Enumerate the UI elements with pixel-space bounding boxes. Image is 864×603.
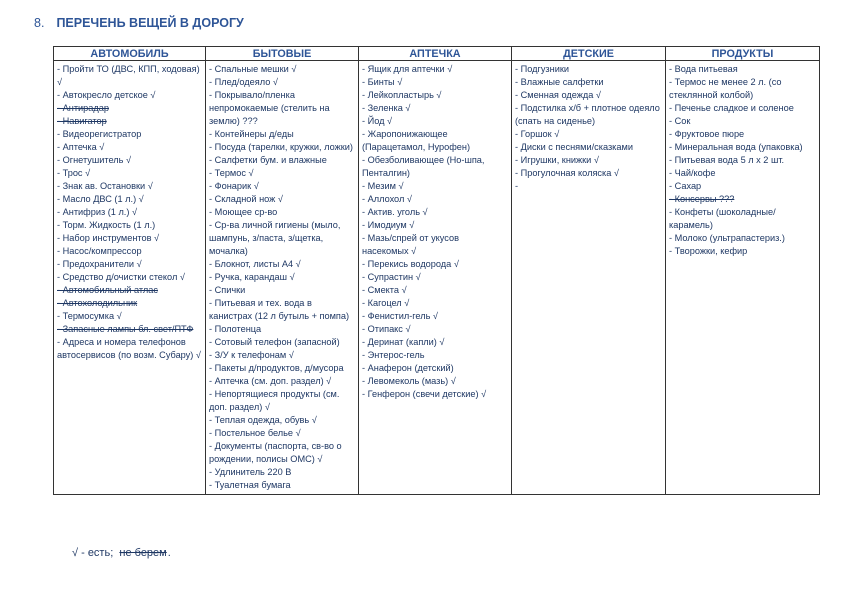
list-item: - Молоко (ультрапастериз.) bbox=[669, 233, 785, 243]
list-item: - Генферон (свечи детские) √ bbox=[362, 389, 487, 399]
list-item: - Диски с песнями/сказками bbox=[515, 142, 633, 152]
column-header-food: ПРОДУКТЫ bbox=[666, 47, 820, 61]
list-item: - Спальные мешки √ bbox=[209, 64, 297, 74]
list-item: - Чай/кофе bbox=[669, 168, 716, 178]
list-item: - Печенье сладкое и соленое bbox=[669, 103, 794, 113]
list-item: - Кагоцел √ bbox=[362, 298, 410, 308]
packing-list-table bbox=[53, 46, 820, 495]
list-item: - Термос не менее 2 л. (со стеклянной колбой) bbox=[669, 77, 782, 100]
column-first-aid bbox=[359, 61, 512, 495]
list-item: - Предохранители √ bbox=[57, 259, 142, 269]
list-item: - Термос √ bbox=[209, 168, 254, 178]
list-item: - Отипакс √ bbox=[362, 324, 411, 334]
list-item: - Антифриз (1 л.) √ bbox=[57, 207, 138, 217]
list-item: - Сменная одежда √ bbox=[515, 90, 601, 100]
list-item: - Имодиум √ bbox=[362, 220, 415, 230]
list-item: - Ручка, карандаш √ bbox=[209, 272, 295, 282]
list-item: - Торм. Жидкость (1 л.) bbox=[57, 220, 156, 230]
list-item: - Консервы ??? bbox=[669, 194, 735, 204]
list-item: - Непортящиеся продукты (см. доп. раздел) √ bbox=[209, 389, 340, 412]
list-item: - Постельное белье √ bbox=[209, 428, 301, 438]
legend bbox=[72, 547, 171, 559]
column-header-first-aid: АПТЕЧКА bbox=[359, 47, 512, 61]
list-item: - Складной нож √ bbox=[209, 194, 283, 204]
list-item: - Сотовый телефон (запасной) bbox=[209, 337, 340, 347]
list-item: - Насос/компрессор bbox=[57, 246, 142, 256]
list-item: - Жаропонижающее (Парацетамол, Нурофен) bbox=[362, 129, 471, 152]
column-header-kids: ДЕТСКИЕ bbox=[512, 47, 666, 61]
list-item: - Знак ав. Остановки √ bbox=[57, 181, 153, 191]
list-item: - Удлинитель 220 В bbox=[209, 467, 292, 477]
list-item: - З/У к телефонам √ bbox=[209, 350, 294, 360]
list-item: - Лейкопластырь √ bbox=[362, 90, 442, 100]
list-item: - Пакеты д/продуктов, д/мусора bbox=[209, 363, 344, 373]
table-body-row bbox=[54, 61, 820, 495]
legend-skipped: не берем bbox=[119, 547, 167, 559]
list-item: - Аптечка (см. доп. раздел) √ bbox=[209, 376, 332, 386]
list-item: - Аптечка √ bbox=[57, 142, 105, 152]
column-header-car: АВТОМОБИЛЬ bbox=[54, 47, 206, 61]
list-item: - Трос √ bbox=[57, 168, 91, 178]
list-item: - Сок bbox=[669, 116, 691, 126]
column-header-household: БЫТОВЫЕ bbox=[206, 47, 359, 61]
kids-items-list bbox=[515, 63, 662, 193]
household-items-list bbox=[209, 63, 355, 492]
list-item: - Подгузники bbox=[515, 64, 569, 74]
list-item: - Горшок √ bbox=[515, 129, 560, 139]
list-item: - Набор инструментов √ bbox=[57, 233, 160, 243]
list-item: - Питьевая и тех. вода в канистрах (12 л бутыль + помпа) bbox=[209, 298, 350, 321]
list-item: - Фруктовое пюре bbox=[669, 129, 745, 139]
list-item: - Сахар bbox=[669, 181, 702, 191]
list-item: - Супрастин √ bbox=[362, 272, 421, 282]
list-item: - Автохолодильник bbox=[57, 298, 138, 308]
list-item: - Ящик для аптечки √ bbox=[362, 64, 453, 74]
list-item: - Антирадар bbox=[57, 103, 109, 113]
list-item: - Ср-ва личной гигиены (мыло, шампунь, з/паста, з/щетка, мочалка) bbox=[209, 220, 341, 256]
legend-checked: √ - есть; bbox=[72, 547, 114, 559]
list-item: - Левомеколь (мазь) √ bbox=[362, 376, 456, 386]
list-item: - Вода питьевая bbox=[669, 64, 738, 74]
list-item: - Теплая одежда, обувь √ bbox=[209, 415, 317, 425]
list-item: - Конфеты (шоколадные/карамель) bbox=[669, 207, 776, 230]
list-item: - Пройти ТО (ДВС, КПП, ходовая) √ bbox=[57, 64, 200, 87]
column-car bbox=[54, 61, 206, 495]
list-item: - Перекись водорода √ bbox=[362, 259, 459, 269]
list-item: - Видеорегистратор bbox=[57, 129, 142, 139]
list-item: - Автокресло детское √ bbox=[57, 90, 156, 100]
list-item: - Масло ДВС (1 л.) √ bbox=[57, 194, 144, 204]
list-item: - Игрушки, книжки √ bbox=[515, 155, 599, 165]
column-household bbox=[206, 61, 359, 495]
list-item: - Минеральная вода (упаковка) bbox=[669, 142, 803, 152]
list-item: - Посуда (тарелки, кружки, ложки) bbox=[209, 142, 353, 152]
section-heading bbox=[34, 16, 244, 30]
list-item: - Средство д/очистки стекол √ bbox=[57, 272, 185, 282]
list-item: - Актив. уголь √ bbox=[362, 207, 428, 217]
list-item: - Огнетушитель √ bbox=[57, 155, 132, 165]
list-item: - Зеленка √ bbox=[362, 103, 411, 113]
list-item: - Деринат (капли) √ bbox=[362, 337, 445, 347]
list-item: - Документы (паспорта, св-во о рождении, полисы ОМС) √ bbox=[209, 441, 342, 464]
list-item: - Смекта √ bbox=[362, 285, 407, 295]
list-item: - Бинты √ bbox=[362, 77, 403, 87]
list-item: - Аллохол √ bbox=[362, 194, 412, 204]
list-item: - Адреса и номера телефонов автосервисов (по возм. Субару) √ bbox=[57, 337, 201, 360]
list-item: - Запасные лампы бл. свет/ПТФ bbox=[57, 324, 194, 334]
list-item: - Питьевая вода 5 л х 2 шт. bbox=[669, 155, 785, 165]
column-kids bbox=[512, 61, 666, 495]
list-item: - Плед/одеяло √ bbox=[209, 77, 278, 87]
column-food bbox=[666, 61, 820, 495]
list-item: - Салфетки бум. и влажные bbox=[209, 155, 327, 165]
legend-dot: . bbox=[167, 547, 171, 559]
first-aid-items-list bbox=[362, 63, 508, 401]
list-item: - Автомобильный атлас bbox=[57, 285, 158, 295]
list-item: - Подстилка х/б + плотное одеяло (спать на сиденье) bbox=[515, 103, 660, 126]
list-item: - Туалетная бумага bbox=[209, 480, 291, 490]
list-item: - bbox=[515, 181, 519, 191]
list-item: - Контейнеры д/еды bbox=[209, 129, 294, 139]
list-item: - Термосумка √ bbox=[57, 311, 122, 321]
list-item: - Покрывало/пленка непромокаемые (стелить на землю) ??? bbox=[209, 90, 330, 126]
list-item: - Моющее ср-во bbox=[209, 207, 278, 217]
car-items-list bbox=[57, 63, 202, 362]
list-item: - Спички bbox=[209, 285, 246, 295]
list-item: - Йод √ bbox=[362, 116, 393, 126]
table-header-row bbox=[54, 47, 820, 61]
list-item: - Обезболивающее (Но-шпа, Пенталгин) bbox=[362, 155, 485, 178]
list-item: - Анаферон (детский) bbox=[362, 363, 454, 373]
list-item: - Творожки, кефир bbox=[669, 246, 748, 256]
list-item: - Фенистил-гель √ bbox=[362, 311, 438, 321]
list-item: - Полотенца bbox=[209, 324, 262, 334]
list-item: - Энтерос-гель bbox=[362, 350, 425, 360]
list-item: - Навигатор bbox=[57, 116, 107, 126]
list-item: - Фонарик √ bbox=[209, 181, 259, 191]
list-item: - Блокнот, листы А4 √ bbox=[209, 259, 301, 269]
list-item: - Прогулочная коляска √ bbox=[515, 168, 619, 178]
list-item: - Мазь/спрей от укусов насекомых √ bbox=[362, 233, 459, 256]
list-item: - Влажные салфетки bbox=[515, 77, 604, 87]
section-title: ПЕРЕЧЕНЬ ВЕЩЕЙ В ДОРОГУ bbox=[56, 16, 244, 30]
food-items-list bbox=[669, 63, 816, 258]
list-item: - Мезим √ bbox=[362, 181, 404, 191]
section-number: 8. bbox=[34, 16, 45, 30]
